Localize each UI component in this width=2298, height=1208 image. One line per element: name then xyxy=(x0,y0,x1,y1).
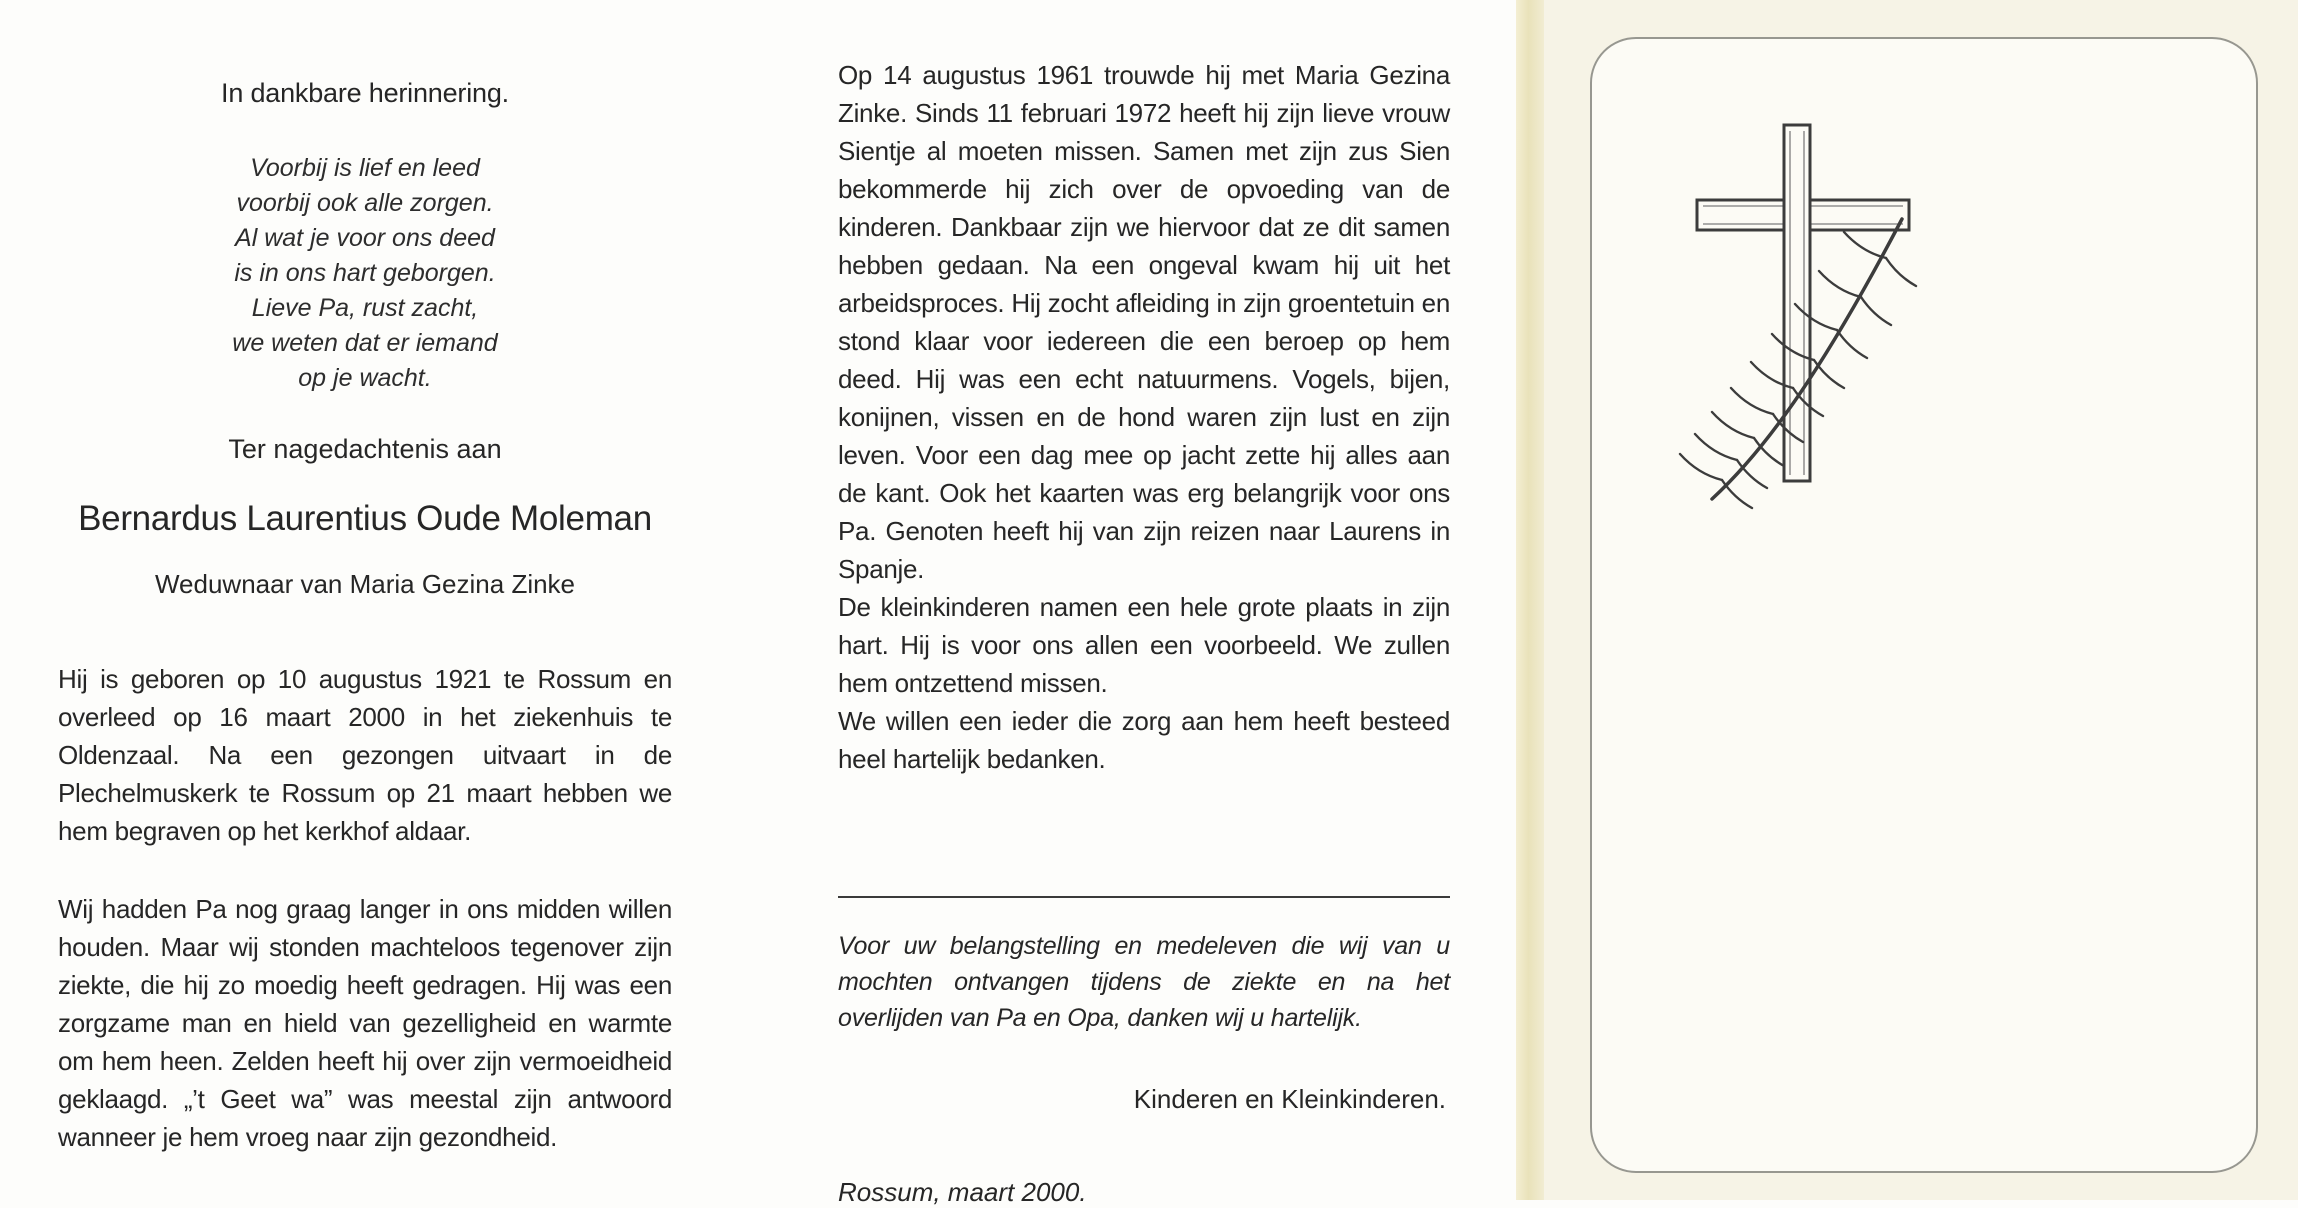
deceased-name: Bernardus Laurentius Oude Moleman xyxy=(78,499,652,538)
poem-line: is in ons hart geborgen. xyxy=(234,259,496,287)
section-divider xyxy=(838,896,1450,898)
poem-line: Voorbij is lief en leed xyxy=(250,154,480,182)
thanks-paragraph: We willen een ieder die zorg aan hem heeft besteed heel hartelijk bedanken. xyxy=(838,706,1450,774)
memorial-poem xyxy=(58,151,672,396)
poem-line: voorbij ook alle zorgen. xyxy=(236,189,494,217)
remembrance-header: In dankbare herinnering. xyxy=(221,78,509,108)
life-story-paragraph: Op 14 augustus 1961 trouwde hij met Maria Gezina Zinke. Sinds 11 februari 1972 heeft hij zijn lieve vrouw Sientje al moeten missen. Samen met zijn zus Sien bekommerde hij zich over de opvoeding van de kinderen. Dankbaar zijn we hiervoor dat ze dit samen hebben gedaan. Na een ongeval kwam hij uit het arbeidsproces. Hij zocht afleiding in zijn groentetuin en stond klaar voor iedereen die een beroep op hem deed. Hij was een echt natuurmens. Vogels, bijen, konijnen, vissen en de hond waren zijn lust en zijn leven. Voor een dag mee op jacht zette hij alles aan de kant. Ook het kaarten was erg belangrijk voor ons Pa. Genoten heeft hij van zijn reizen naar Laurens in Spanje. xyxy=(838,60,1450,584)
poem-line: op je wacht. xyxy=(298,364,432,392)
poem-line: Al wat je voor ons deed xyxy=(235,224,495,252)
signature-line: Kinderen en Kleinkinderen. xyxy=(1133,1084,1446,1114)
card-fold-edge xyxy=(1516,0,1544,1200)
cross-with-palm-icon xyxy=(1684,97,1964,517)
poem-line: we weten dat er iemand xyxy=(232,329,498,357)
widower-subtitle: Weduwnaar van Maria Gezina Zinke xyxy=(154,569,576,599)
dedication-line: Ter nagedachtenis aan xyxy=(228,434,502,464)
biography-paragraph: Hij is geboren op 10 augustus 1921 te Rossum en overleed op 16 maart 2000 in het ziekenhuis te Oldenzaal. Na een gezongen uitvaart in de Plechelmuskerk te Rossum op 21 maart hebben we hem begraven op het kerkhof aldaar. xyxy=(58,664,672,846)
poem-line: Lieve Pa, rust zacht, xyxy=(251,294,479,322)
acknowledgment-text: Voor uw belangstelling en medeleven die wij van u mochten ontvangen tijdens de ziekte en na het overlijden van Pa en Opa, danken wij u hartelijk. xyxy=(838,932,1450,1032)
back-page-image-frame xyxy=(1590,37,2258,1173)
grandchildren-paragraph: De kleinkinderen namen een hele grote plaats in zijn hart. Hij is voor ons allen een voorbeeld. We zullen hem ontzettend missen. xyxy=(838,592,1450,698)
left-inner-page xyxy=(58,0,672,1156)
middle-inner-page xyxy=(838,0,1450,1208)
place-date-line: Rossum, maart 2000. xyxy=(838,1177,1087,1207)
tribute-paragraph: Wij hadden Pa nog graag langer in ons midden willen houden. Maar wij stonden machteloos tegenover zijn ziekte, die hij zo moedig heeft gedragen. Hij was een zorgzame man en hield van gezelligheid en warmte om hem heen. Zelden heeft hij over zijn vermoeidheid geklaagd. „’t Geet wa” was meestal zijn antwoord wanneer je hem vroeg naar zijn gezondheid. xyxy=(58,894,672,1152)
